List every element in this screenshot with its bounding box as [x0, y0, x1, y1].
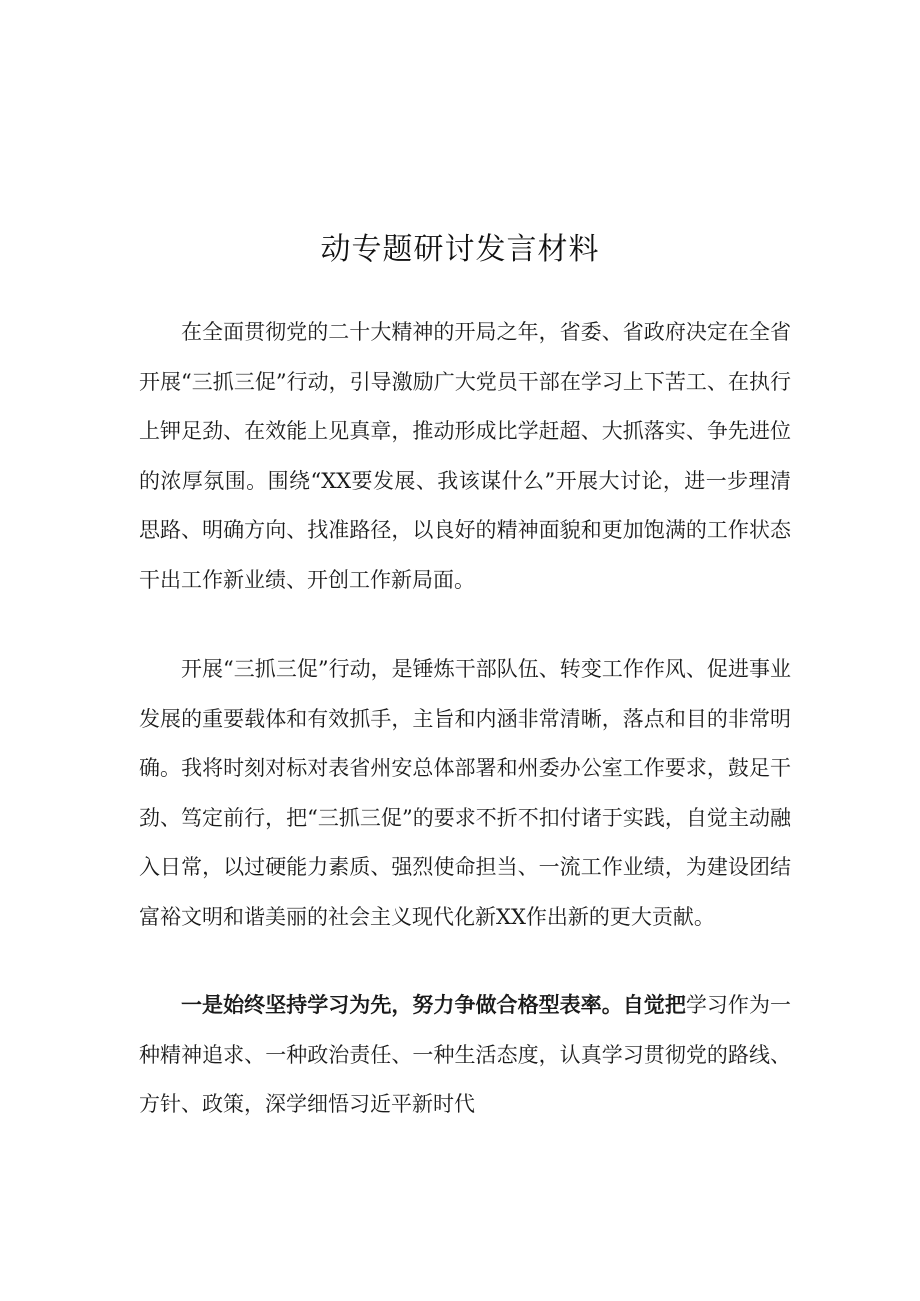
paragraph-1-text: 在全面贯彻党的二十大精神的开局之年，省委、省政府决定在全省开展“三抓三促”行动，引导激励广大党员干部在学习上下苦工、在执行上钾足劲、在效能上见真章，推动形成比学赶超、大抓落实、争先进位的浓厚氛围。围绕“XX要发展、我该谋什么”开展大讨论，进一步理清思路、明确方向、找准路径，以良好的精神面貌和更加饱满的工作状态干出工作新业绩、开创工作新局面。	[139, 320, 791, 592]
paragraph-3-bold-lead: 一是始终坚持学习为先，努力争做合格型表率。自觉把	[181, 993, 686, 1017]
paragraph-3	[139, 981, 791, 1130]
paragraph-1	[139, 308, 791, 605]
paragraph-2	[139, 645, 791, 942]
paragraph-3-text: 学习作为一种精神追求、一种政治责任、一种生活态度，认真学习贯彻党的路线、方针、政策，深学细悟习近平新时代	[139, 993, 792, 1116]
paragraph-2-text: 开展“三抓三促”行动，是锤炼干部队伍、转变工作作风、促进事业发展的重要载体和有效抓手，主旨和内涵非常清晰，落点和目的非常明确。我将时刻对标对表省州安总体部署和州委办公室工作要求，鼓足干劲、笃定前行，把“三抓三促”的要求不折不扣付诸于实践，自觉主动融入日常，以过硬能力素质、强烈使命担当、一流工作业绩，为建设团结富裕文明和谐美丽的社会主义现代化新XX作出新的更大贡献。	[139, 657, 791, 929]
document-title: 动专题研讨发言材料	[320, 232, 600, 267]
